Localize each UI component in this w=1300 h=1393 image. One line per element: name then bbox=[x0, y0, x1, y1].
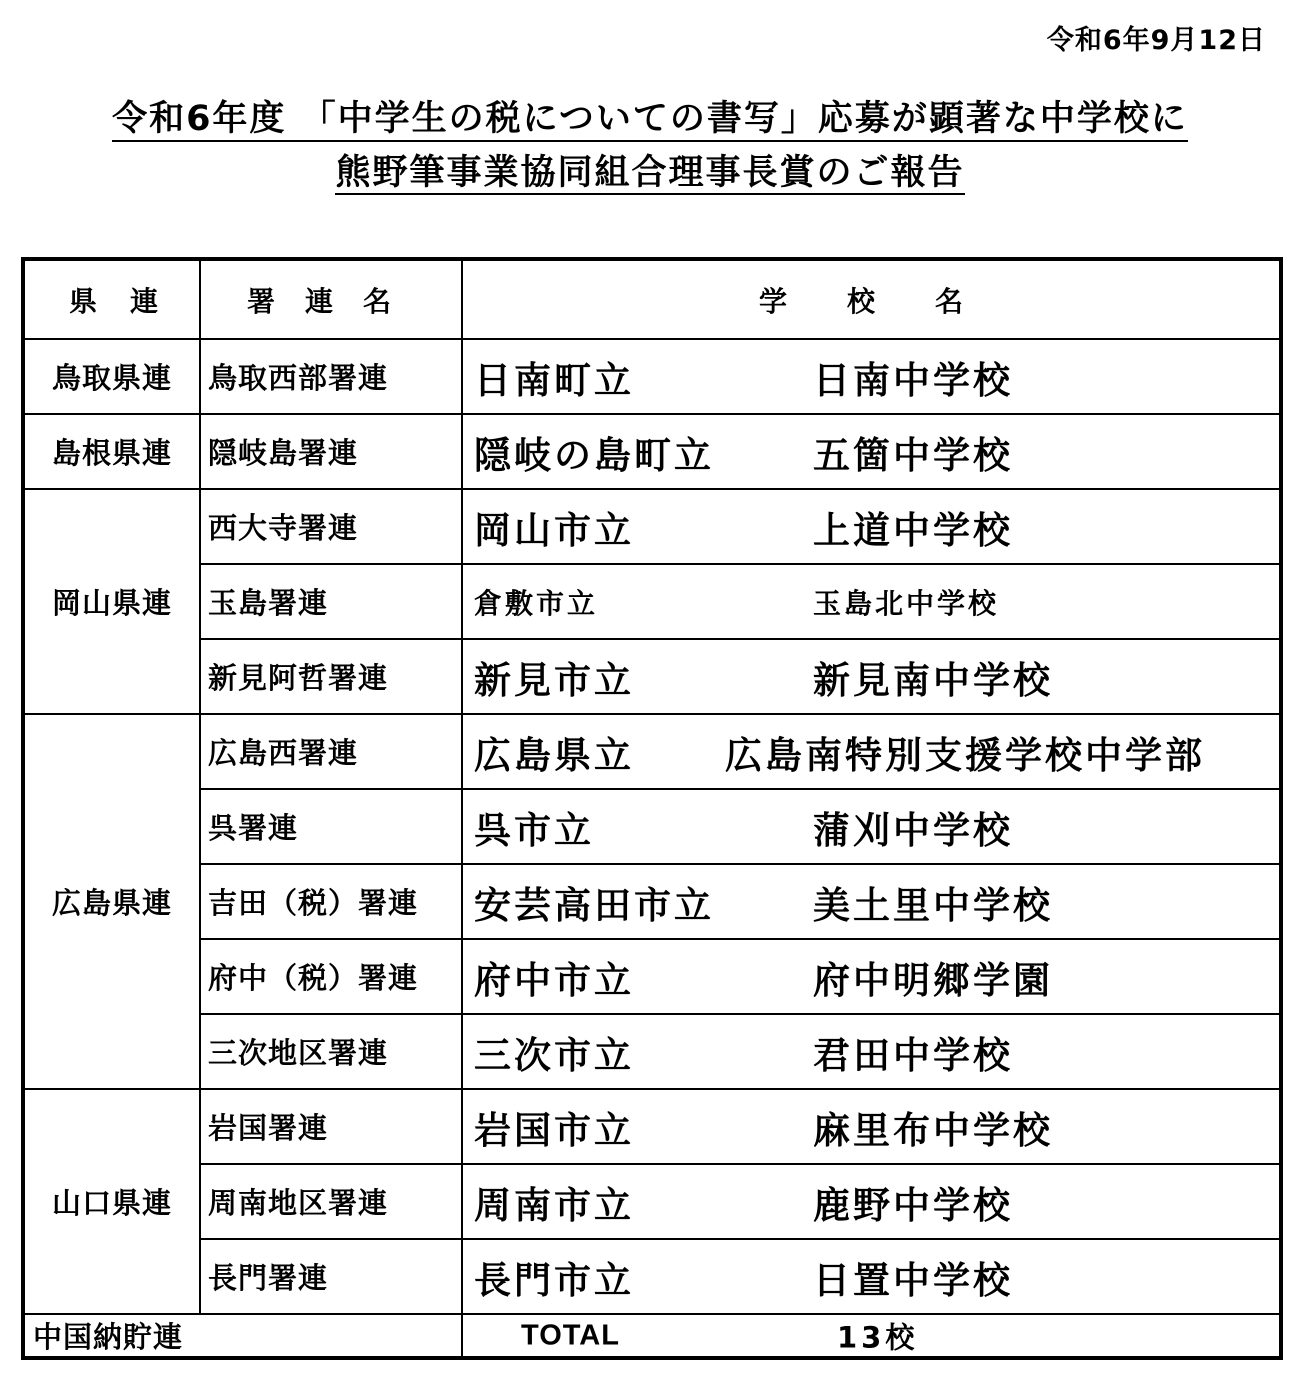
office-cell: 隠岐島署連 bbox=[200, 414, 462, 489]
title-line-1: 令和6年度 「中学生の税についての書写」応募が顕著な中学校に bbox=[112, 100, 1188, 142]
municipality-text: 岩国市立 bbox=[474, 1108, 634, 1152]
municipality-text: 長門市立 bbox=[474, 1258, 634, 1302]
school-name-text: 新見南中学校 bbox=[813, 658, 1053, 702]
school-name-text: 鹿野中学校 bbox=[813, 1183, 1013, 1227]
municipality-text: 三次市立 bbox=[474, 1033, 634, 1077]
table-row bbox=[23, 1164, 1281, 1239]
office-cell: 長門署連 bbox=[200, 1239, 462, 1314]
municipality-text: 隠岐の島町立 bbox=[474, 433, 714, 477]
municipality-text: 広島県立 bbox=[474, 733, 634, 777]
header-office: 署連名 bbox=[200, 259, 462, 339]
office-cell: 岩国署連 bbox=[200, 1089, 462, 1164]
municipality-text: 岡山市立 bbox=[474, 508, 634, 552]
table-row bbox=[23, 564, 1281, 639]
municipality-text: 倉敷市立 bbox=[474, 586, 599, 620]
report-date: 令和6年9月12日 bbox=[1046, 25, 1266, 56]
office-cell: 西大寺署連 bbox=[200, 489, 462, 564]
total-cell bbox=[462, 1314, 1281, 1358]
prefecture-cell: 広島県連 bbox=[23, 714, 200, 1089]
header-prefecture: 県連 bbox=[23, 259, 200, 339]
table-footer-row bbox=[23, 1314, 1281, 1358]
school-name-text: 日南中学校 bbox=[813, 358, 1013, 402]
prefecture-cell: 島根県連 bbox=[23, 414, 200, 489]
table-row bbox=[23, 1089, 1281, 1164]
school-name-text: 広島南特別支援学校中学部 bbox=[725, 733, 1205, 777]
header-school: 学校名 bbox=[462, 259, 1281, 339]
school-cell bbox=[462, 489, 1281, 564]
office-cell: 府中（税）署連 bbox=[200, 939, 462, 1014]
table-row bbox=[23, 414, 1281, 489]
report-title bbox=[0, 100, 1300, 195]
school-name-text: 美土里中学校 bbox=[813, 883, 1053, 927]
municipality-text: 府中市立 bbox=[474, 958, 634, 1002]
table-row bbox=[23, 714, 1281, 789]
school-cell bbox=[462, 864, 1281, 939]
table-row bbox=[23, 339, 1281, 414]
school-cell bbox=[462, 1239, 1281, 1314]
school-name-text: 玉島北中学校 bbox=[813, 586, 1000, 620]
office-cell: 呉署連 bbox=[200, 789, 462, 864]
school-cell bbox=[462, 714, 1281, 789]
municipality-text: 安芸高田市立 bbox=[474, 883, 714, 927]
school-cell bbox=[462, 639, 1281, 714]
school-cell bbox=[462, 1089, 1281, 1164]
table-row bbox=[23, 489, 1281, 564]
prefecture-cell: 山口県連 bbox=[23, 1089, 200, 1314]
school-name-text: 日置中学校 bbox=[813, 1258, 1013, 1302]
office-cell: 新見阿哲署連 bbox=[200, 639, 462, 714]
prefecture-cell: 鳥取県連 bbox=[23, 339, 200, 414]
table-row bbox=[23, 1239, 1281, 1314]
footer-label: 中国納貯連 bbox=[23, 1314, 462, 1358]
municipality-text: 日南町立 bbox=[474, 358, 634, 402]
school-cell bbox=[462, 414, 1281, 489]
school-name-text: 上道中学校 bbox=[813, 508, 1013, 552]
title-line-2: 熊野筆事業協同組合理事長賞のご報告 bbox=[335, 154, 964, 196]
school-name-text: 府中明郷学園 bbox=[813, 958, 1053, 1002]
office-cell: 鳥取西部署連 bbox=[200, 339, 462, 414]
school-cell bbox=[462, 339, 1281, 414]
total-count: 13校 bbox=[837, 1320, 919, 1354]
municipality-text: 呉市立 bbox=[474, 808, 594, 852]
school-name-text: 五箇中学校 bbox=[813, 433, 1013, 477]
office-cell: 玉島署連 bbox=[200, 564, 462, 639]
office-cell: 三次地区署連 bbox=[200, 1014, 462, 1089]
office-cell: 吉田（税）署連 bbox=[200, 864, 462, 939]
office-cell: 周南地区署連 bbox=[200, 1164, 462, 1239]
prefecture-cell: 岡山県連 bbox=[23, 489, 200, 714]
school-cell bbox=[462, 1014, 1281, 1089]
total-label: TOTAL bbox=[521, 1319, 620, 1351]
school-cell bbox=[462, 939, 1281, 1014]
table-row bbox=[23, 789, 1281, 864]
school-name-text: 蒲刈中学校 bbox=[813, 808, 1013, 852]
office-cell: 広島西署連 bbox=[200, 714, 462, 789]
table-row bbox=[23, 639, 1281, 714]
table-row bbox=[23, 1014, 1281, 1089]
school-cell bbox=[462, 1164, 1281, 1239]
table-row bbox=[23, 864, 1281, 939]
municipality-text: 周南市立 bbox=[474, 1183, 634, 1227]
school-cell bbox=[462, 564, 1281, 639]
table-header-row bbox=[23, 259, 1281, 339]
school-cell bbox=[462, 789, 1281, 864]
award-table bbox=[21, 257, 1283, 1360]
municipality-text: 新見市立 bbox=[474, 658, 634, 702]
school-name-text: 君田中学校 bbox=[813, 1033, 1013, 1077]
school-name-text: 麻里布中学校 bbox=[813, 1108, 1053, 1152]
table-row bbox=[23, 939, 1281, 1014]
